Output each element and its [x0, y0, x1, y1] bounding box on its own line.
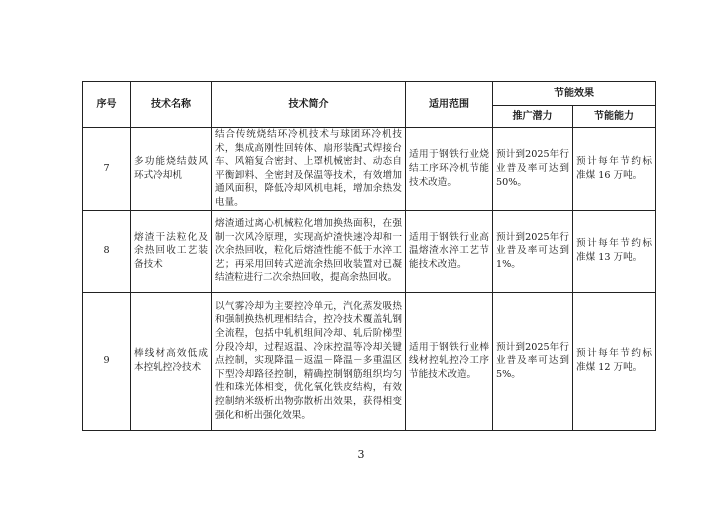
header-row [83, 82, 656, 106]
row-scope: 适用于钢铁行业高温熔渣水淬工艺节能技术改造。 [406, 210, 493, 292]
row-seq: 8 [83, 210, 131, 292]
row-potential: 预计到2025年行业普及率可达到1%。 [493, 210, 573, 292]
header-seq: 序号 [83, 82, 131, 128]
technology-table [82, 81, 656, 431]
row-name: 熔渣干法粒化及余热回收工艺装备技术 [131, 210, 212, 292]
row-capacity: 预计每年节约标准煤 13 万吨。 [573, 210, 656, 292]
header-name: 技术名称 [131, 82, 212, 128]
row-name: 棒线材高效低成本控轧控冷技术 [131, 292, 212, 430]
table-row [83, 128, 656, 211]
header-scope: 适用范围 [406, 82, 493, 128]
header-potential: 推广潜力 [493, 106, 573, 128]
row-potential: 预计到2025年行业普及率可达到5%。 [493, 292, 573, 430]
table-row [83, 292, 656, 430]
row-intro: 熔渣通过离心机械粒化增加换热面积，在强制一次风冷原理，实现高炉渣快速冷却和一次余热回收，粒化后熔渣性能不低于水淬工艺；再采用回转式逆流余热回收装置对已凝结渣粒进行二次余热回收，提高余热回收。 [212, 210, 406, 292]
row-intro: 以气雾冷却为主要控冷单元，汽化蒸发吸热和强制换热机理相结合，控冷技术覆盖轧钢全流程，包括中轧机组间冷却、轧后阶梯型分段冷却，过程返温、冷床控温等冷却关键点控制，实现降温－返温－降温－多重温区下型冷却路径控制，精确控制钢筋组织均匀性和珠光体相变，优化氧化铁皮结构，有效控制纳米级析出物弥散析出效果，获得相变强化和析出强化效果。 [212, 292, 406, 430]
header-capacity: 节能能力 [573, 106, 656, 128]
header-effect: 节能效果 [493, 82, 656, 106]
row-potential: 预计到2025年行业普及率可达到50%。 [493, 128, 573, 211]
row-name: 多功能烧结鼓风环式冷却机 [131, 128, 212, 211]
row-intro: 结合传统烧结环冷机技术与球团环冷机技术，集成高刚性回转体、扇形装配式焊接台车、风箱复合密封、上罩机械密封、动态自平衡卸料、全密封及保温等技术，有效增加通风面积，降低冷却风机电耗，增加余热发电量。 [212, 128, 406, 211]
table-row [83, 210, 656, 292]
row-scope: 适用于钢铁行业棒线材控轧控冷工序节能技术改造。 [406, 292, 493, 430]
header-intro: 技术简介 [212, 82, 406, 128]
row-capacity: 预计每年节约标准煤 12 万吨。 [573, 292, 656, 430]
row-scope: 适用于钢铁行业烧结工序环冷机节能技术改造。 [406, 128, 493, 211]
row-seq: 7 [83, 128, 131, 211]
page-number: 3 [357, 448, 365, 461]
row-seq: 9 [83, 292, 131, 430]
row-capacity: 预计每年节约标准煤 16 万吨。 [573, 128, 656, 211]
